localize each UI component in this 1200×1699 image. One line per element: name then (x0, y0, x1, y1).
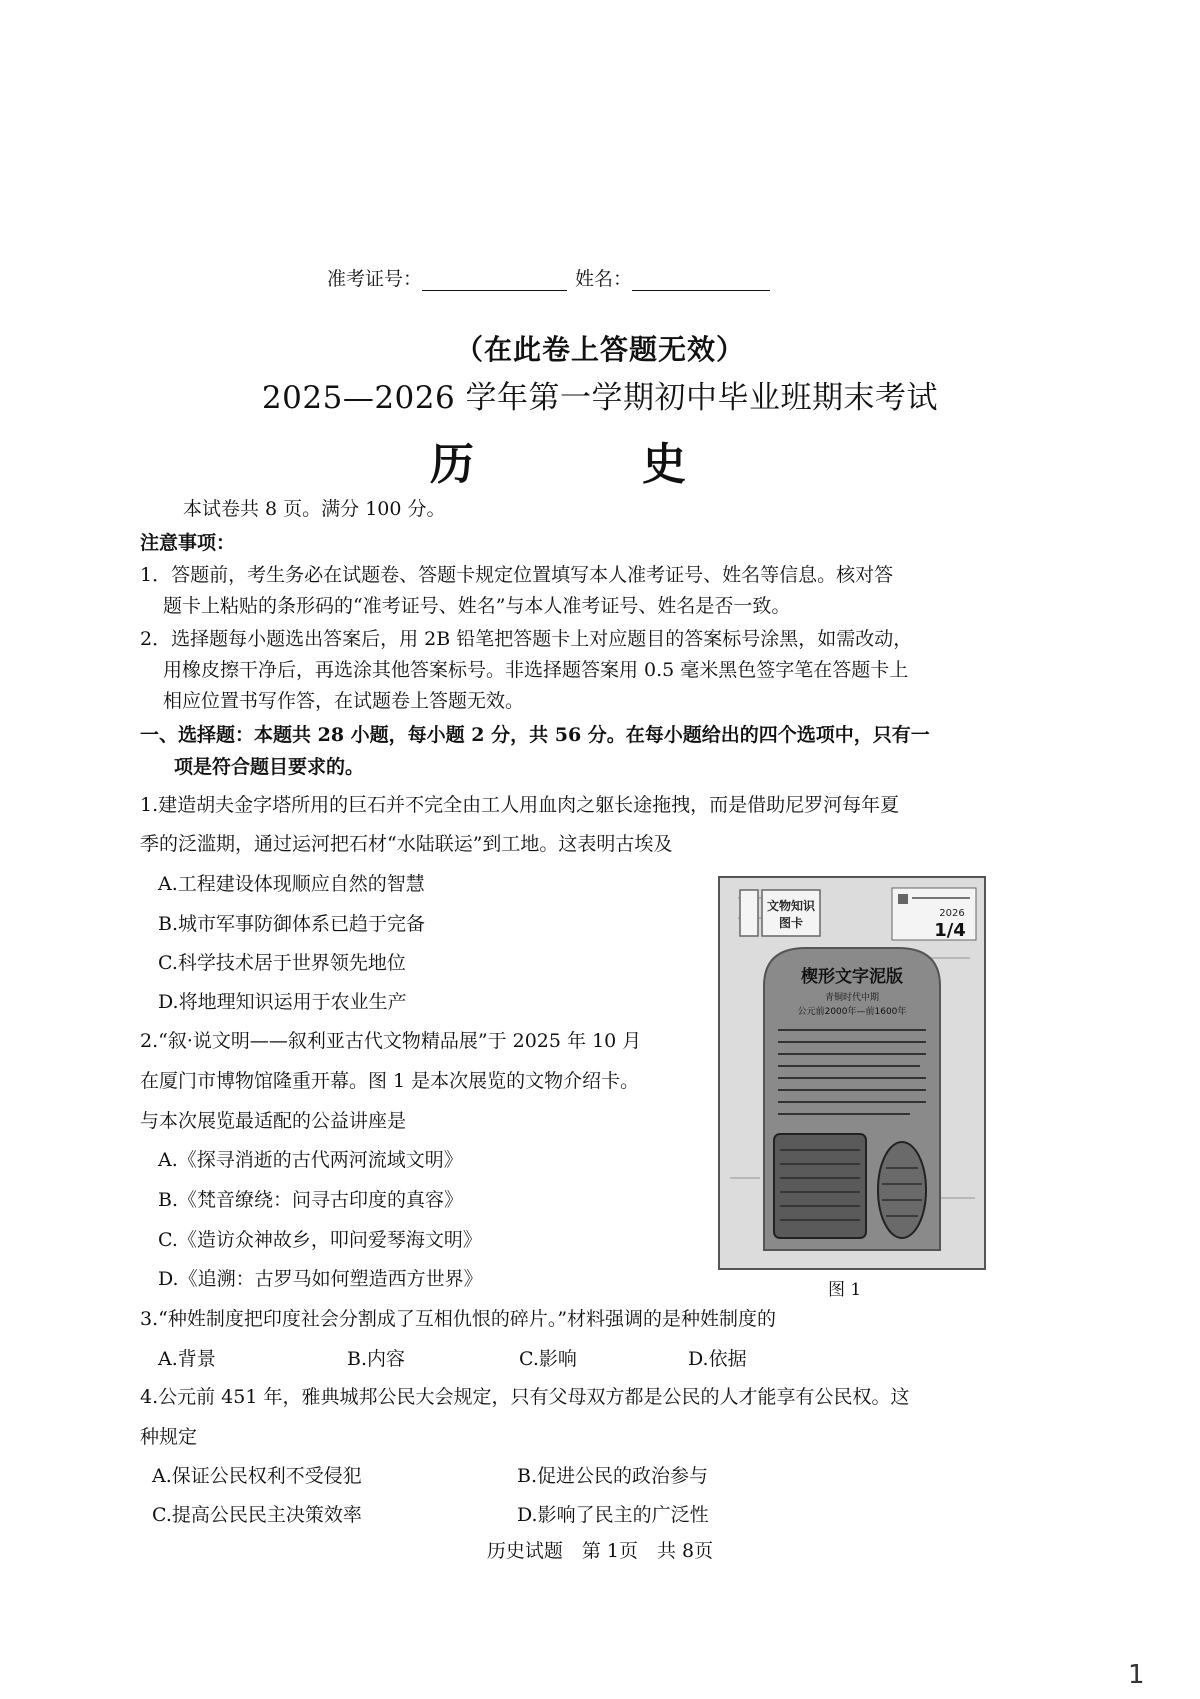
question-1-option-b: B.城市军事防御体系已趋于完备 (158, 913, 426, 935)
figure-card-title: 楔形文字泥版 (801, 967, 903, 987)
question-4-option-b: B.促进公民的政治参与 (517, 1465, 709, 1487)
figure-date-day: 1/4 (934, 920, 966, 941)
question-3-stem-line-1: 3.“种姓制度把印度社会分割成了互相仇恨的碎片。”材料强调的是种姓制度的 (140, 1308, 777, 1330)
exam-title: 2025—2026 学年第一学期初中毕业班期末考试 (261, 380, 939, 416)
svg-text:图卡: 图卡 (778, 916, 804, 930)
question-2-stem-line-1: 2.“叙·说文明——叙利亚古代文物精品展”于 2025 年 10 月 (140, 1030, 642, 1052)
invalid-note: （在此卷上答题无效） (454, 333, 745, 366)
notice-1-line-2: 题卡上粘贴的条形码的“准考证号、姓名”与本人准考证号、姓名是否一致。 (163, 595, 791, 617)
question-1-stem-line-1: 1.建造胡夫金字塔所用的巨石并不完全由工人用血肉之躯长途拖拽，而是借助尼罗河每年夏 (140, 794, 900, 816)
notice-heading: 注意事项： (140, 532, 236, 554)
question-1-option-d: D.将地理知识运用于农业生产 (158, 991, 407, 1013)
exam-id-label: 准考证号： (327, 268, 423, 290)
subject-title (430, 428, 686, 492)
notice-1-line-1: 1．答题前，考生务必在试题卷、答题卡规定位置填写本人准考证号、姓名等信息。核对答 (140, 564, 894, 586)
question-2-option-a: A.《探寻消逝的古代两河流域文明》 (158, 1149, 463, 1171)
figure-date-year: 2026 (939, 908, 965, 919)
figure-side-label: 文物知识 (766, 899, 816, 913)
question-1-stem-line-2: 季的泛滥期，通过运河把石材“水陆联运”到工地。这表明古埃及 (140, 833, 673, 855)
page-number: 1 (1128, 1660, 1145, 1690)
question-4-option-d: D.影响了民主的广泛性 (517, 1504, 709, 1526)
notice-2-line-2: 用橡皮擦干净后，再选涂其他答案标号。非选择题答案用 0.5 毫米黑色签字笔在答题卡上 (163, 659, 909, 681)
question-4-option-a: A.保证公民权利不受侵犯 (152, 1465, 362, 1487)
page-footer: 历史试题 第 1页 共 8页 (486, 1540, 714, 1562)
figure-card-period: 青铜时代中期 (824, 993, 880, 1003)
exam-id-blank (422, 268, 567, 291)
exam-summary: 本试卷共 8 页。满分 100 分。 (183, 498, 446, 520)
subject-char-1: 历 (430, 439, 474, 490)
subject-char-2: 史 (642, 439, 686, 490)
question-4-stem-line-2: 种规定 (140, 1426, 198, 1448)
question-3-option-b: B.内容 (347, 1348, 406, 1370)
notice-2-line-1: 2．选择题每小题选出答案后，用 2B 铅笔把答题卡上对应题目的答案标号涂黑，如需改动， (140, 628, 913, 650)
question-2-stem-line-3: 与本次展览最适配的公益讲座是 (140, 1110, 407, 1132)
question-1-option-c: C.科学技术居于世界领先地位 (158, 952, 406, 974)
question-2-stem-line-2: 在厦门市博物馆隆重开幕。图 1 是本次展览的文物介绍卡。 (140, 1070, 640, 1092)
question-3-option-a: A.背景 (158, 1348, 216, 1370)
figure-1-caption: 图 1 (828, 1280, 862, 1300)
figure-card-dates: 公元前2000年—前1600年 (797, 1007, 907, 1017)
section-header-line-2: 项是符合题目要求的。 (174, 756, 365, 778)
question-4-option-c: C.提高公民民主决策效率 (152, 1504, 362, 1526)
question-3-option-c: C.影响 (519, 1348, 577, 1370)
name-blank (632, 268, 770, 291)
candidate-info-row (327, 264, 770, 291)
question-2-option-d: D.《追溯：古罗马如何塑造西方世界》 (158, 1268, 483, 1290)
question-4-stem-line-1: 4.公元前 451 年，雅典城邦公民大会规定，只有父母双方都是公民的人才能享有公民权。这 (140, 1386, 910, 1408)
question-1-option-a: A.工程建设体现顺应自然的智慧 (158, 873, 425, 895)
artifact-card-illustration (720, 878, 984, 1268)
question-2-option-c: C.《造访众神故乡，叩问爱琴海文明》 (158, 1229, 482, 1251)
name-label: 姓名： (575, 268, 633, 290)
question-2-option-b: B.《梵音缭绕：问寻古印度的真容》 (158, 1189, 464, 1211)
figure-1-artifact-card (718, 876, 986, 1270)
notice-2-line-3: 相应位置书写作答，在试题卷上答题无效。 (163, 690, 525, 712)
question-3-option-d: D.依据 (688, 1348, 747, 1370)
section-header-line-1: 一、选择题：本题共 28 小题，每小题 2 分，共 56 分。在每小题给出的四个选项中，只有一 (140, 724, 930, 746)
